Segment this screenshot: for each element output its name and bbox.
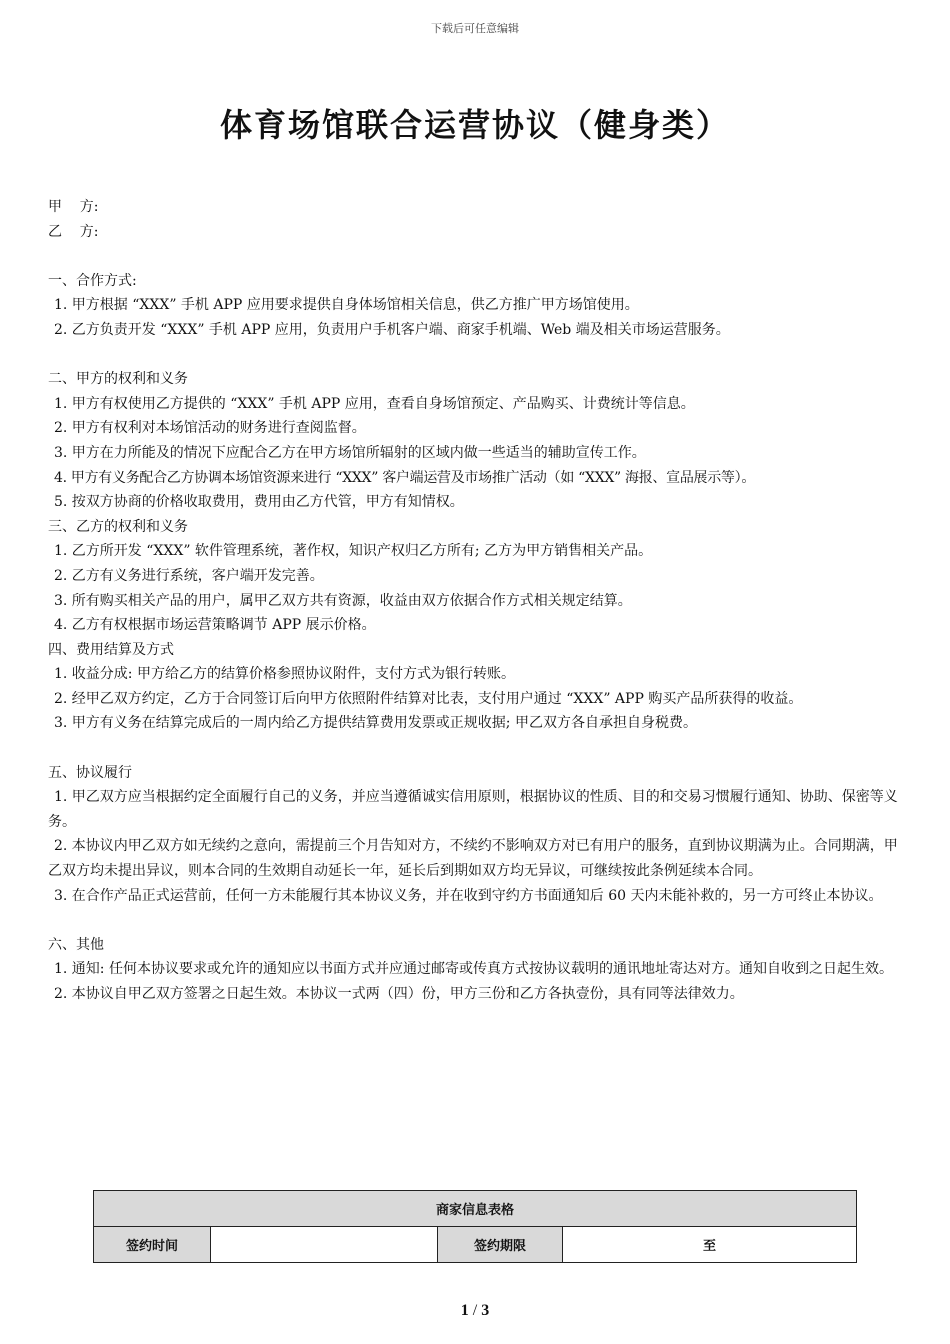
section-heading: 五、协议履行 bbox=[48, 764, 132, 781]
sign-period-label: 签约期限 bbox=[438, 1227, 563, 1263]
agreement-body bbox=[48, 195, 904, 1007]
clause: 4. 乙方有权根据市场运营策略调节 APP 展示价格。 bbox=[54, 617, 376, 634]
page-indicator: 1 / 3 bbox=[460, 1302, 490, 1319]
clause: 3. 甲方在力所能及的情况下应配合乙方在甲方场馆所辐射的区域内做一些适当的辅助宣传工作。 bbox=[54, 444, 646, 461]
clause: 2. 本协议内甲乙双方如无续约之意向，需提前三个月告知对方，不续约不影响双方对已有用户的服务，直到协议期满为止。合同期满，甲乙双方均未提出异议，则本合同的生效期自动延长一年，延长后到期如双方均无异议，可继续按此条例延续本合同。 bbox=[48, 838, 898, 880]
clause: 3. 甲方有义务在结算完成后的一周内给乙方提供结算费用发票或正规收据; 甲乙双方各自承担自身税费。 bbox=[54, 715, 697, 732]
clause: 1. 通知: 任何本协议要求或允许的通知应以书面方式并应通过邮寄或传真方式按协议载明的通讯地址寄达对方。通知自收到之日起生效。 bbox=[54, 961, 893, 978]
party-a-line: 甲 方: bbox=[48, 199, 99, 215]
clause: 1. 收益分成: 甲方给乙方的结算价格参照协议附件，支付方式为银行转账。 bbox=[54, 666, 515, 683]
clause: 3. 在合作产品正式运营前，任何一方未能履行其本协议义务，并在收到守约方书面通知后 60 天内未能补救的，另一方可终止本协议。 bbox=[54, 887, 883, 904]
clause: 1. 乙方所开发 “XXX” 软件管理系统，著作权，知识产权归乙方所有; 乙方为甲方销售相关产品。 bbox=[54, 543, 653, 560]
page-total: 3 bbox=[481, 1302, 490, 1319]
clause: 1. 甲乙双方应当根据约定全面履行自己的义务，并应当遵循诚实信用原则，根据协议的性质、目的和交易习惯履行通知、协助、保密等义务。 bbox=[48, 789, 898, 830]
header-note: 下载后可任意编辑 bbox=[431, 22, 519, 35]
clause: 2. 乙方负责开发 “XXX” 手机 APP 应用，负责用户手机客户端、商家手机端、Web 端及相关市场运营服务。 bbox=[54, 321, 730, 338]
section-heading: 二、甲方的权利和义务 bbox=[48, 371, 188, 388]
clause: 5. 按双方协商的价格收取费用，费用由乙方代管，甲方有知情权。 bbox=[54, 494, 464, 511]
page-current: 1 bbox=[460, 1302, 469, 1319]
sign-period-value[interactable]: 至 bbox=[563, 1227, 857, 1263]
section-heading: 一、合作方式: bbox=[48, 272, 137, 289]
clause: 1. 甲方根据 “XXX” 手机 APP 应用要求提供自身体场馆相关信息，供乙方推广甲方场馆使用。 bbox=[54, 297, 639, 314]
clause: 2. 乙方有义务进行系统，客户端开发完善。 bbox=[54, 567, 324, 584]
clause: 4. 甲方有义务配合乙方协调本场馆资源来进行 “XXX” 客户端运营及市场推广活动（如 “XXX” 海报、宣品展示等）。 bbox=[54, 469, 756, 486]
sign-time-label: 签约时间 bbox=[94, 1227, 211, 1263]
document-title: 体育场馆联合运营协议（健身类） bbox=[219, 106, 730, 144]
clause: 2. 经甲乙双方约定，乙方于合同签订后向甲方依照附件结算对比表，支付用户通过 “XXX” APP 购买产品所获得的收益。 bbox=[54, 690, 803, 707]
table-caption: 商家信息表格 bbox=[94, 1191, 857, 1227]
section-heading: 四、费用结算及方式 bbox=[48, 641, 174, 658]
clause: 2. 本协议自甲乙双方签署之日起生效。本协议一式两（四）份，甲方三份和乙方各执壹份，具有同等法律效力。 bbox=[54, 986, 744, 1002]
section-heading: 三、乙方的权利和义务 bbox=[48, 518, 188, 535]
merchant-info-table bbox=[93, 1190, 857, 1263]
clause: 1. 甲方有权使用乙方提供的 “XXX” 手机 APP 应用，查看自身场馆预定、产品购买、计费统计等信息。 bbox=[54, 395, 695, 412]
clause: 2. 甲方有权利对本场馆活动的财务进行查阅监督。 bbox=[54, 420, 366, 437]
party-b-line: 乙 方: bbox=[48, 223, 99, 240]
clause: 3. 所有购买相关产品的用户，属甲乙双方共有资源，收益由双方依据合作方式相关规定结算。 bbox=[54, 592, 632, 609]
sign-time-value[interactable] bbox=[211, 1227, 438, 1263]
section-heading: 六、其他 bbox=[48, 936, 104, 953]
